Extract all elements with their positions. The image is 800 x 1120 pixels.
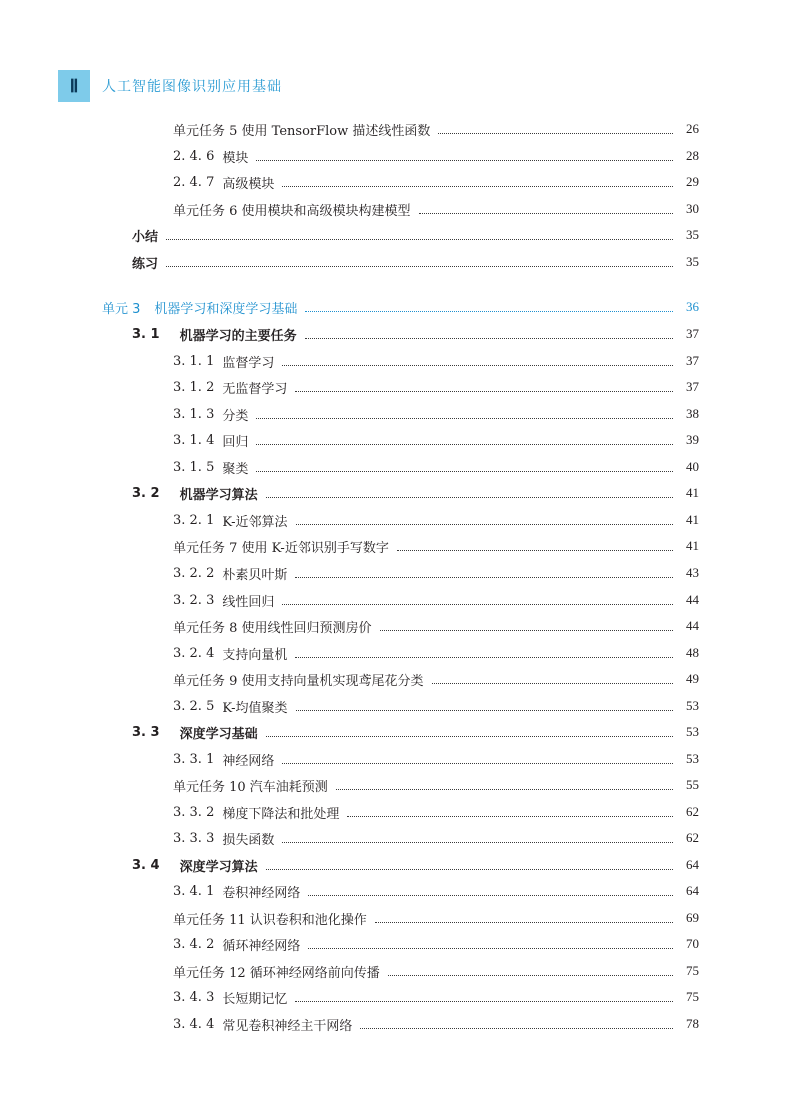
toc-summary-row — [132, 252, 699, 272]
dot-leader — [360, 1028, 673, 1029]
toc-entry-number: 3. 3. 1 — [173, 751, 215, 767]
toc-entry-label: 支持向量机 — [222, 647, 288, 663]
dot-leader — [380, 630, 673, 631]
dot-leader — [256, 471, 673, 472]
dot-leader — [296, 524, 673, 525]
toc-entry-label: K-近邻算法 — [222, 514, 288, 530]
toc-entry-number: 2. 4. 6 — [173, 148, 215, 164]
toc-subsection-row — [173, 881, 699, 901]
toc-subsection-row — [173, 669, 699, 689]
dot-leader — [308, 948, 673, 949]
toc-entry-label: 机器学习的主要任务 — [179, 328, 297, 344]
toc-summary-row — [132, 225, 699, 245]
toc-page-number: 43 — [686, 565, 699, 580]
dot-leader — [397, 550, 673, 551]
toc-subsection-row — [173, 510, 699, 530]
toc-entry-label: 损失函数 — [222, 832, 275, 848]
toc-entry-label: 聚类 — [222, 461, 249, 477]
toc-entry-label: 无监督学习 — [222, 381, 288, 397]
dot-leader — [295, 1001, 673, 1002]
dot-leader — [282, 186, 673, 187]
toc-entry-label: 回归 — [222, 434, 249, 450]
toc-page-number: 53 — [686, 698, 699, 713]
toc-entry-number: 3. 1 — [132, 326, 160, 342]
toc-entry-label: 监督学习 — [222, 355, 275, 371]
toc-entry-number: 单元 3 — [102, 301, 141, 317]
dot-leader — [282, 842, 673, 843]
toc-entry-label: 深度学习算法 — [179, 859, 258, 875]
toc-subsection-row — [173, 802, 699, 822]
toc-entry-number: 3. 1. 3 — [173, 406, 215, 422]
toc-section-row — [132, 855, 699, 875]
dot-leader — [295, 657, 673, 658]
running-head-title: 人工智能图像识别应用基础 — [102, 79, 282, 95]
toc-page-number: 62 — [686, 830, 699, 845]
toc-entry-number: 3. 2 — [132, 485, 160, 501]
toc-subsection-row — [173, 934, 699, 954]
toc-subsection-row — [173, 616, 699, 636]
toc-entry-number: 3. 2. 5 — [173, 698, 215, 714]
toc-page-number: 28 — [686, 148, 699, 163]
toc-page-number: 41 — [686, 512, 699, 527]
toc-unit-row — [102, 297, 699, 317]
toc-page-number: 64 — [686, 883, 699, 898]
dot-leader — [419, 213, 673, 214]
dot-leader — [308, 895, 673, 896]
toc-entry-number: 3. 4. 2 — [173, 936, 215, 952]
toc-entry-number: 3. 4. 1 — [173, 883, 215, 899]
toc-entry-label: 高级模块 — [222, 176, 275, 192]
toc-entry-number: 3. 3. 2 — [173, 804, 215, 820]
toc-subsection-row — [173, 1014, 699, 1034]
dot-leader — [266, 736, 673, 737]
toc-entry-number: 3. 4. 4 — [173, 1016, 215, 1032]
dot-leader — [166, 239, 673, 240]
toc-subsection-row — [173, 908, 699, 928]
toc-page-number: 37 — [686, 379, 699, 394]
dot-leader — [432, 683, 673, 684]
dot-leader — [256, 160, 673, 161]
dot-leader — [296, 710, 673, 711]
toc-entry-number: 3. 2. 1 — [173, 512, 215, 528]
toc-subsection-row — [173, 749, 699, 769]
toc-entry-label: 长短期记忆 — [222, 991, 288, 1007]
toc-entry-label: 机器学习算法 — [179, 487, 258, 503]
toc-entry-number: 3. 1. 1 — [173, 353, 215, 369]
toc-page-number: 64 — [686, 857, 699, 872]
dot-leader — [282, 365, 673, 366]
dot-leader — [347, 816, 673, 817]
toc-entry-number: 3. 3 — [132, 724, 160, 740]
toc-page-number: 44 — [686, 618, 699, 633]
dot-leader — [336, 789, 673, 790]
toc-page-number: 39 — [686, 432, 699, 447]
toc-entry-label: 机器学习和深度学习基础 — [154, 301, 298, 317]
toc-entry-label: K-均值聚类 — [222, 700, 288, 716]
toc-entry-label: 朴素贝叶斯 — [222, 567, 288, 583]
toc-entry-label: 单元任务 5 使用 TensorFlow 描述线性函数 — [173, 123, 431, 139]
dot-leader — [438, 133, 673, 134]
toc-page-number: 53 — [686, 751, 699, 766]
toc-page-number: 75 — [686, 989, 699, 1004]
toc-page-number: 29 — [686, 174, 699, 189]
toc-subsection-row — [173, 696, 699, 716]
toc-subsection-row — [173, 961, 699, 981]
toc-entry-number: 3. 1. 4 — [173, 432, 215, 448]
toc-subsection-row — [173, 775, 699, 795]
toc-entry-label: 常见卷积神经主干网络 — [222, 1018, 353, 1034]
toc-page-number: 38 — [686, 406, 699, 421]
dot-leader — [266, 869, 673, 870]
toc-page-number: 41 — [686, 485, 699, 500]
toc-entry-label: 单元任务 12 循环神经网络前向传播 — [173, 965, 380, 981]
dot-leader — [282, 604, 673, 605]
toc-entry-label: 卷积神经网络 — [222, 885, 301, 901]
toc-subsection-row — [173, 987, 699, 1007]
toc-entry-label: 神经网络 — [222, 753, 275, 769]
toc-page-number: 75 — [686, 963, 699, 978]
toc-section-row — [132, 722, 699, 742]
toc-entry-number: 2. 4. 7 — [173, 174, 215, 190]
toc-entry-label: 分类 — [222, 408, 249, 424]
toc-page-number: 78 — [686, 1016, 699, 1031]
toc-section-row — [132, 324, 699, 344]
toc-entry-number: 3. 1. 5 — [173, 459, 215, 475]
dot-leader — [295, 391, 673, 392]
toc-subsection-row — [173, 536, 699, 556]
toc-entry-number: 3. 1. 2 — [173, 379, 215, 395]
toc-subsection-row — [173, 828, 699, 848]
toc-subsection-row — [173, 199, 699, 219]
dot-leader — [282, 763, 673, 764]
toc-entry-label: 单元任务 8 使用线性回归预测房价 — [173, 620, 372, 636]
toc-entry-number: 3. 2. 4 — [173, 645, 215, 661]
toc-subsection-row — [173, 146, 699, 166]
toc-entry-label: 小结 — [132, 229, 159, 245]
toc-subsection-row — [173, 563, 699, 583]
toc-entry-label: 梯度下降法和批处理 — [222, 806, 340, 822]
toc-entry-label: 模块 — [222, 150, 249, 166]
toc-subsection-row — [173, 590, 699, 610]
dot-leader — [256, 444, 673, 445]
toc-page-number: 30 — [686, 201, 699, 216]
toc-page-number: 69 — [686, 910, 699, 925]
toc-subsection-row — [173, 351, 699, 371]
toc-page-number: 26 — [686, 121, 699, 136]
toc-page-number: 40 — [686, 459, 699, 474]
dot-leader — [375, 922, 673, 923]
toc-entry-number: 3. 4 — [132, 857, 160, 873]
toc-page-number: 70 — [686, 936, 699, 951]
toc-page-number: 37 — [686, 353, 699, 368]
toc-subsection-row — [173, 643, 699, 663]
toc-section-row — [132, 483, 699, 503]
toc-subsection-row — [173, 430, 699, 450]
toc-page-number: 49 — [686, 671, 699, 686]
toc-entry-label: 单元任务 6 使用模块和高级模块构建模型 — [173, 203, 411, 219]
toc-page-number: 55 — [686, 777, 699, 792]
toc-page-number: 36 — [686, 299, 699, 314]
dot-leader — [295, 577, 673, 578]
toc-entry-label: 单元任务 11 认识卷积和池化操作 — [173, 912, 367, 928]
toc-entry-number: 3. 2. 3 — [173, 592, 215, 608]
toc-page-number: 53 — [686, 724, 699, 739]
dot-leader — [305, 311, 673, 312]
toc-page-number: 62 — [686, 804, 699, 819]
toc-page-number: 37 — [686, 326, 699, 341]
dot-leader — [266, 497, 673, 498]
dot-leader — [166, 266, 673, 267]
dot-leader — [305, 338, 673, 339]
toc-entry-number: 3. 3. 3 — [173, 830, 215, 846]
toc-page-number: 35 — [686, 254, 699, 269]
toc-subsection-row — [173, 377, 699, 397]
toc-entry-number: 3. 2. 2 — [173, 565, 215, 581]
toc-page-number: 35 — [686, 227, 699, 242]
toc-entry-number: 3. 4. 3 — [173, 989, 215, 1005]
toc-entry-label: 线性回归 — [222, 594, 275, 610]
toc-entry-label: 单元任务 10 汽车油耗预测 — [173, 779, 328, 795]
toc-page-number: 48 — [686, 645, 699, 660]
toc-page-number: 44 — [686, 592, 699, 607]
toc-entry-label: 单元任务 9 使用支持向量机实现鸢尾花分类 — [173, 673, 424, 689]
dot-leader — [256, 418, 673, 419]
toc-entry-label: 练习 — [132, 256, 159, 272]
toc-entry-label: 深度学习基础 — [179, 726, 258, 742]
toc-subsection-row — [173, 404, 699, 424]
toc-subsection-row — [173, 172, 699, 192]
toc-subsection-row — [173, 119, 699, 139]
dot-leader — [388, 975, 673, 976]
page-number: Ⅱ — [58, 70, 90, 102]
toc-subsection-row — [173, 457, 699, 477]
toc-entry-label: 循环神经网络 — [222, 938, 301, 954]
toc-entry-label: 单元任务 7 使用 K-近邻识别手写数字 — [173, 540, 389, 556]
toc-page-number: 41 — [686, 538, 699, 553]
